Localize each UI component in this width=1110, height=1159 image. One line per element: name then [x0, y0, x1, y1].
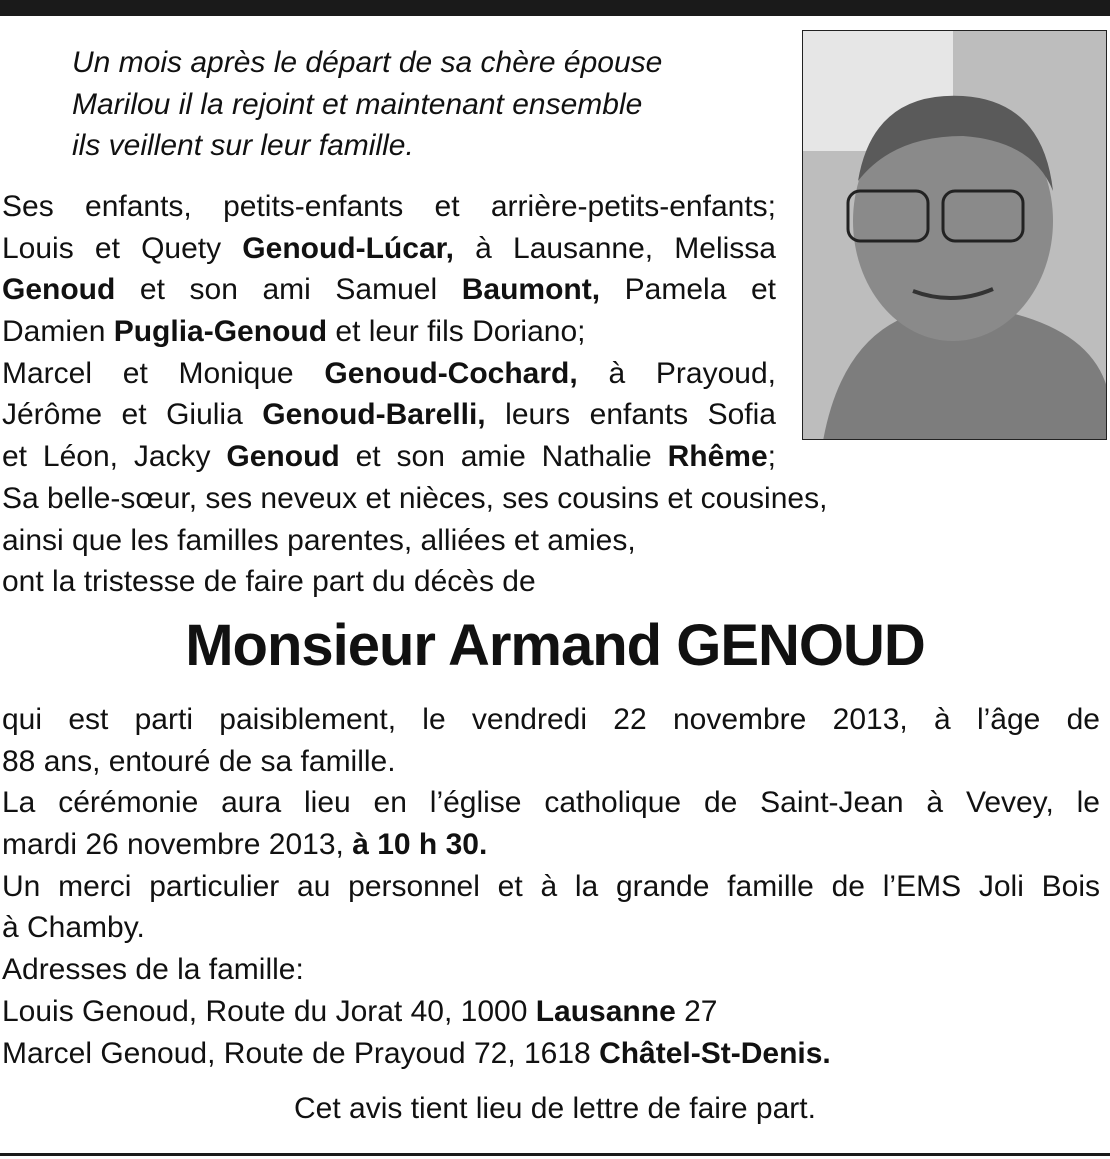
family-line	[2, 561, 902, 603]
bold-name: Genoud-Cochard,	[324, 356, 578, 390]
text-run: Marcel Genoud, Route de Prayoud 72, 1618	[2, 1036, 600, 1070]
text-run: et son amie Nathalie	[339, 440, 668, 474]
family-list	[2, 186, 828, 603]
family-line	[2, 311, 776, 353]
details-line	[2, 782, 1100, 824]
text-run: et Léon, Jacky	[2, 440, 227, 474]
bold-name: Genoud-Barelli,	[262, 398, 486, 432]
family-line	[2, 353, 776, 395]
text-run: ont la tristesse de faire part du décès de	[2, 565, 536, 599]
details-line	[2, 866, 1100, 908]
family-line	[2, 228, 776, 270]
text-run: Louis Genoud, Route du Jorat 40, 1000	[2, 994, 536, 1028]
text-run: 88 ans, entouré de sa famille.	[2, 744, 396, 778]
text-run: Adresses de la famille:	[2, 953, 304, 987]
top-rule	[0, 0, 1110, 16]
text-run: Ses enfants, petits-enfants et arrière-petits-enfants;	[2, 190, 776, 223]
details-line	[2, 907, 1100, 949]
intro-line	[72, 84, 772, 126]
portrait-photo	[802, 30, 1107, 440]
text-run: Damien	[2, 315, 114, 349]
text-run: Sa belle-sœur, ses neveux et nièces, ses cousins et cousines,	[2, 481, 828, 515]
text-run: leurs enfants Sofia	[485, 398, 776, 432]
family-line	[2, 478, 902, 520]
family-line	[2, 520, 902, 562]
text-run: Marcel et Monique	[2, 356, 325, 390]
intro-verse	[72, 42, 772, 167]
bold-name: Baumont,	[461, 273, 601, 307]
text-run: Pamela et	[600, 273, 776, 307]
text-run: et son ami Samuel	[115, 273, 462, 307]
text-run: ainsi que les familles parentes, alliées et amies,	[2, 523, 636, 557]
bold-name: Châtel-St-Denis.	[599, 1036, 831, 1070]
details-line	[2, 741, 1100, 783]
bottom-rule	[0, 1153, 1110, 1156]
bold-name: Lausanne	[535, 994, 676, 1028]
bold-name: Genoud	[226, 440, 340, 474]
bold-name: Genoud-Lúcar,	[242, 231, 454, 265]
text-run: mardi 26 novembre 2013,	[2, 828, 353, 862]
closing-note: Cet avis tient lieu de lettre de faire part.	[294, 1092, 816, 1125]
intro-line	[72, 125, 772, 167]
details-line	[2, 824, 1100, 866]
bold-name: Puglia-Genoud	[113, 315, 328, 349]
bold-name: à 10 h 30.	[352, 828, 488, 862]
text-run: Un mois après le départ de sa chère épouse	[72, 46, 663, 79]
text-run: Louis et Quety	[2, 231, 243, 265]
deceased-name: Monsieur Armand GENOUD	[185, 613, 925, 678]
text-run: ils veillent sur leur famille.	[72, 129, 414, 163]
details-line	[2, 699, 1100, 741]
text-run: à Chamby.	[2, 911, 145, 945]
text-run: La cérémonie aura lieu en l’église catholique de Saint-Jean à Vevey, le	[2, 786, 1100, 820]
family-line	[2, 269, 776, 311]
text-run: qui est parti paisiblement, le vendredi 22 novembre 2013, à l’âge de	[2, 703, 1100, 736]
details-text	[2, 699, 1100, 1074]
bold-name: Genoud	[2, 273, 116, 307]
details-line	[2, 1033, 1100, 1075]
text-run: à Lausanne, Melissa	[453, 231, 776, 265]
intro-line	[72, 42, 772, 84]
text-run: Marilou il la rejoint et maintenant ensemble	[72, 87, 643, 121]
text-run: 27	[675, 994, 718, 1028]
text-run: Jérôme et Giulia	[2, 398, 263, 432]
details-line	[2, 949, 1100, 991]
family-line	[2, 394, 776, 436]
text-run: et leur fils Doriano;	[327, 315, 586, 349]
text-run: ;	[767, 440, 776, 474]
text-run: à Prayoud,	[577, 356, 776, 390]
family-line	[2, 436, 776, 478]
text-run: Un merci particulier au personnel et à la grande famille de l’EMS Joli Bois	[2, 869, 1100, 903]
bold-name: Rhême	[667, 440, 768, 474]
family-line	[2, 186, 776, 228]
details-line	[2, 991, 1100, 1033]
